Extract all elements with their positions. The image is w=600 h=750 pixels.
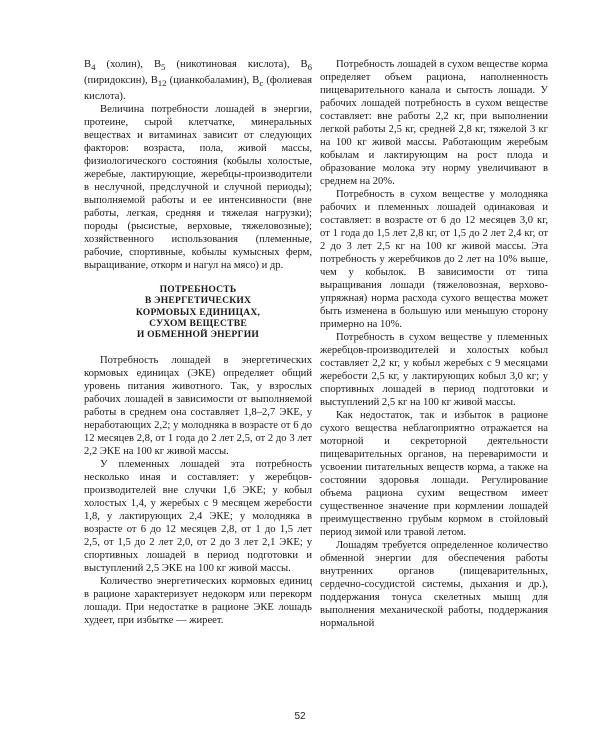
factors-paragraph: Величина потребности лошадей в энергии, протеине, сырой клетчатке, минеральных веществах и витаминах зависит от следующих факторов: возраста, пола, живой массы, физиологического состояния (кобылы холостые, жеребые, лактирующие, жеребцы-производители в неслучной, предслучной и случной периоды); выполняемой работы и ее интенсивности (вне работы, легкая, средняя и тяжелая нагрузки); породы (рысистые, верховые, тяжеловозные); хозяйственного использования (племенные, рабочие, спортивные, кобылы кумысных ферм, выращивание, откорм и нагул на мясо) и др.: [84, 104, 312, 272]
deficiency-excess-paragraph: Как недостаток, так и избыток в рационе сухого вещества неблагоприятно отражается на моторной и секреторной деятельности пищеварительных органов, на переваримости и усвоении питательных веществ корма, а также на состоянии здоровья лошади. Регулирование объема рациона сухим веществом имеет существенное значение при кормлении лошадей преимущественно грубым кормом в стойловый период зимой или травой летом.: [320, 410, 548, 538]
metabolic-energy-paragraph: Лошадям требуется определенное количество обменной энергии для обеспечения работы внутренних органов (пищеварительных, сердечно-сосудистой системы, дыхания и др.), поддержания тонуса скелетных мышц для выполнения механической работы, поддержания нормальной: [320, 540, 548, 629]
breeding-horses-paragraph: У племенных лошадей эта потребность несколько иная и составляет: у жеребцов-производителей вне случки 1,6 ЭКЕ; у кобыл холостых 1,4, у жеребых с 9 месяцем жеребости 1,8, у лактирующих 2,4 ЭКЕ; у молодняка в возрасте от 6 до 12 месяцев 2,8, от 1 до 1,5 лет 2,5, от 1,5 до 2 лет 2,0, от 2 до 3 лет 2,1 ЭКЕ; у спортивных лошадей в период подготовки и выступлений 2,5 ЭКЕ на 100 кг живой массы.: [84, 459, 312, 575]
eke-paragraph: Потребность лошадей в энергетических кормовых единицах (ЭКЕ) определяет общий уровень питания животного. Так, у взрослых рабочих лошадей в зависимости от выполняемой работы в среднем она составляет 1,8–2,7 ЭКЕ, у неработающих 2,2; у молодняка в возрасте от 6 до 12 месяцев 2,8, от 1 года до 2 лет 2,5, от 2 до 3 лет 2,2 ЭКЕ на 100 кг живой массы.: [84, 355, 312, 458]
eke-quantity-paragraph: Количество энергетических кормовых единиц в рационе характеризует недокорм или перекорм лошади. При недостатке в рационе ЭКЕ лошадь худеет, при избытке — жиреет.: [84, 576, 312, 627]
right-column: [320, 58, 548, 630]
young-horses-dry-matter-paragraph: Потребность в сухом веществе у молодняка рабочих и племенных лошадей одинаковая и составляет: в возрасте от 6 до 12 месяцев 3,0 кг, от 1 года до 1,5 лет 2,8 кг, от 1,5 до 2 лет 2,4 кг, от 2 до 3 лет 2,5 кг на 100 кг живой массы. Эта потребность у жеребчиков до 2 лет на 10% выше, чем у кобылок. В зависимости от типа выращивания лошади (тяжеловозная, верхово-упряжная) норма расхода сухого вещества может быть изменена в большую или меньшую сторону примерно на 10%.: [320, 189, 548, 330]
left-column: [84, 58, 312, 627]
section-heading: ПОТРЕБНОСТЬ В ЭНЕРГЕТИЧЕСКИХ КОРМОВЫХ ЕДИНИЦАХ, СУХОМ ВЕЩЕСТВЕ И ОБМЕННОЙ ЭНЕРГИИ: [135, 284, 261, 341]
page-number: 52: [294, 711, 306, 722]
breeding-dry-matter-paragraph: Потребность в сухом веществе у племенных жеребцов-производителей и холостых кобыл составляет 2,2 кг, у кобыл жеребых с 9 месяцами жеребости 2,5 кг, у лактирующих кобыл 3,0 кг; у спортивных лошадей в период подготовки и выступлений 2,5 кг на 100 кг живой массы.: [320, 332, 548, 408]
vitamin-list-paragraph: $B_4$ (холин), $B_5$ (никотиновая кислота), $B_6$ (пиридоксин), $B_{12}$ (цианкобаламин), $B_c$ (фолиевая кислота).: [84, 59, 312, 103]
dry-matter-paragraph: Потребность лошадей в сухом веществе корма определяет объем рациона, наполненность пищеварительного канала и сытость лошади. У рабочих лошадей потребность в сухом веществе составляет: вне работы 2,2 кг, при выполнении легкой работы 2,5 кг, средней 2,8 кг, тяжелой 3 кг на 100 кг живой массы. Работающим жеребым кобылам и лактирующим на рост плода и образование молока эту норму увеличивают в среднем на 20%.: [320, 59, 548, 187]
